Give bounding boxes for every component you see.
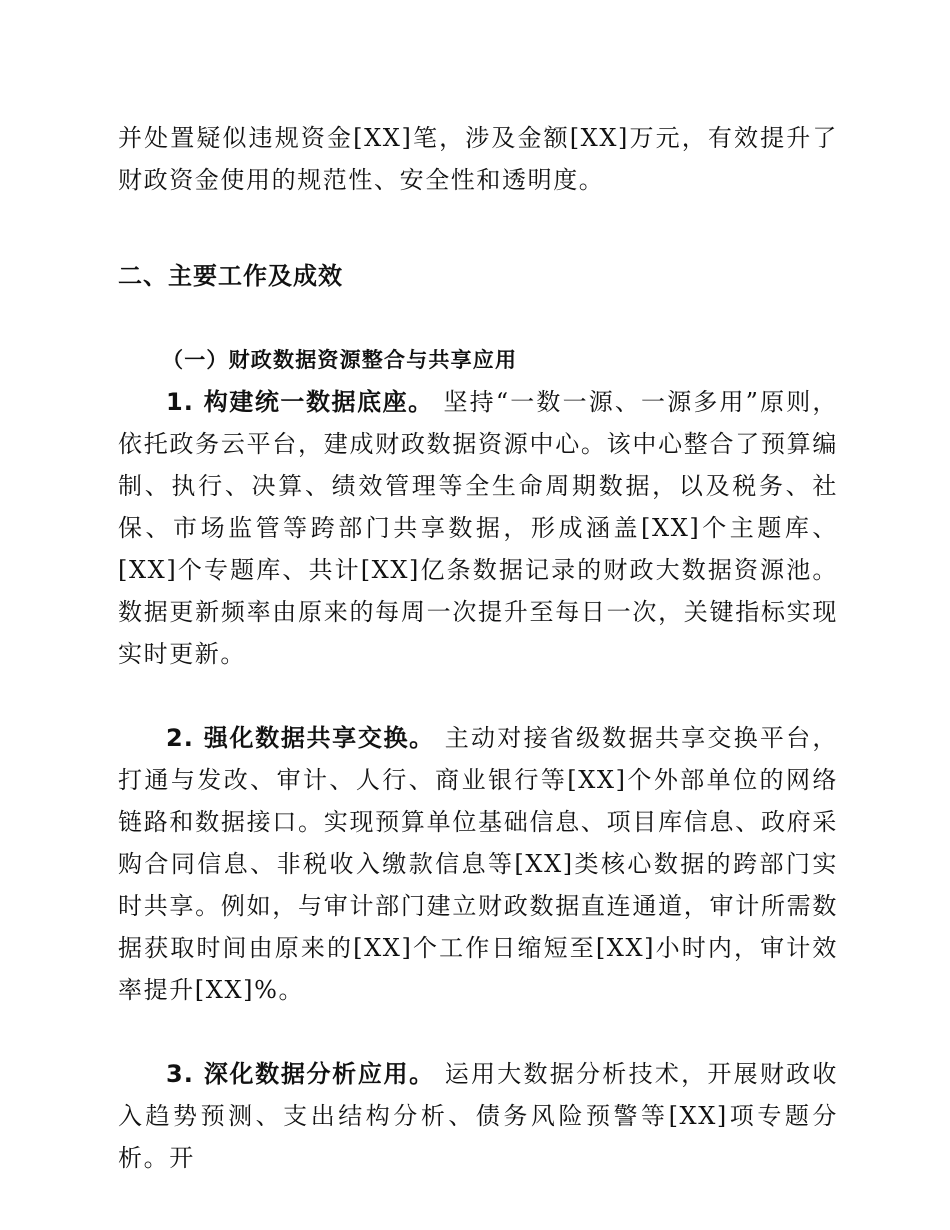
item-body-3: 运用大数据分析技术，开展财政收入趋势预测、支出结构分析、债务风险预警等[XX]项专题分析。开	[118, 1060, 839, 1172]
item-paragraph-3	[118, 1053, 838, 1179]
spacer	[118, 297, 838, 339]
spacer	[118, 1011, 838, 1053]
subsection-heading: （一）财政数据资源整合与共享应用	[162, 348, 518, 372]
section-heading: 二、主要工作及成效	[118, 262, 343, 290]
spacer	[118, 201, 838, 255]
document-body	[118, 117, 838, 1179]
intro-paragraph: 并处置疑似违规资金[XX]笔，涉及金额[XX]万元，有效提升了财政资金使用的规范性、安全性和透明度。	[118, 124, 838, 194]
item-lead-3: 3. 深化数据分析应用。	[166, 1060, 435, 1088]
item-lead-2: 2. 强化数据共享交换。	[166, 724, 435, 752]
spacer	[118, 675, 838, 717]
item-body-2: 主动对接省级数据共享交换平台，打通与发改、审计、人行、商业银行等[XX]个外部单位的网络链路和数据接口。实现预算单位基础信息、项目库信息、政府采购合同信息、非税收入缴款信息等[XX]类核心数据的跨部门实时共享。例如，与审计部门建立财政数据直连通道，审计所需数据获取时间由原来的[XX]个工作日缩短至[XX]小时内，审计效率提升[XX]%。	[118, 724, 839, 1004]
item-paragraph-1	[118, 381, 838, 675]
item-paragraph-2	[118, 717, 838, 1011]
item-lead-1: 1. 构建统一数据底座。	[166, 388, 434, 416]
item-body-1: 坚持“一数一源、一源多用”原则，依托政务云平台，建成财政数据资源中心。该中心整合了预算编制、执行、决算、绩效管理等全生命周期数据，以及税务、社保、市场监管等跨部门共享数据，形成涵盖[XX]个主题库、[XX]个专题库、共计[XX]亿条数据记录的财政大数据资源池。数据更新频率由原来的每周一次提升至每日一次，关键指标实现实时更新。	[118, 388, 839, 668]
